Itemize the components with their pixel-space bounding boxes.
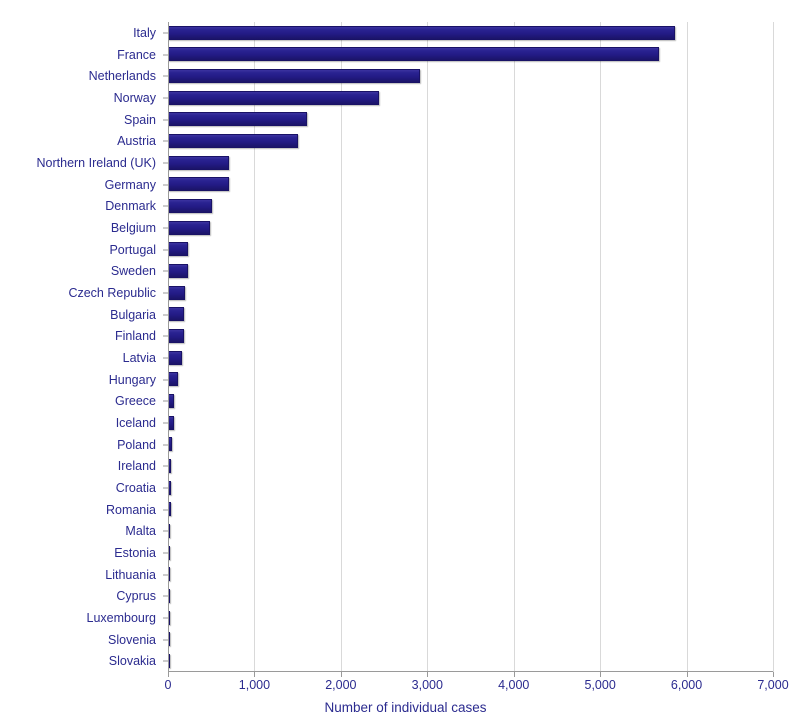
y-axis-tick-label: Greece	[115, 394, 156, 409]
y-axis-tick-label: Slovakia	[108, 654, 156, 669]
y-axis-tick-label: Sweden	[110, 264, 156, 279]
y-axis-tick-label: Estonia	[114, 545, 156, 560]
x-axis-tick-label: 3,000	[411, 678, 443, 692]
y-axis-tick-label: Lithuania	[105, 567, 156, 582]
y-axis-tick-label: Spain	[124, 112, 156, 127]
y-axis-tick-label: Northern Ireland (UK)	[36, 155, 156, 170]
y-axis-tick-label: Poland	[117, 437, 156, 452]
x-axis-tick-label: 1,000	[238, 678, 271, 692]
x-axis-tick-label: 4,000	[498, 678, 530, 692]
plot-frame	[168, 22, 773, 672]
x-axis-tick	[427, 672, 428, 677]
y-axis-labels	[0, 22, 162, 672]
y-axis-tick-label: Germany	[104, 177, 156, 192]
x-axis-title: Number of individual cases	[324, 700, 487, 715]
y-axis-tick-label: Czech Republic	[68, 285, 156, 300]
y-axis-tick-label: Romania	[105, 502, 156, 517]
y-axis-tick-label: Slovenia	[108, 632, 156, 647]
y-axis-tick-label: France	[117, 47, 156, 62]
y-axis-tick-label: Latvia	[122, 350, 156, 365]
plot-area	[168, 22, 773, 672]
x-axis-tick	[687, 672, 688, 677]
y-axis-tick-label: Austria	[117, 134, 156, 149]
y-axis-tick-label: Finland	[115, 329, 156, 344]
gridline	[773, 22, 774, 672]
x-axis-labels	[164, 672, 789, 696]
y-axis-tick-label: Belgium	[110, 220, 156, 235]
x-axis-tick-label: 6,000	[670, 678, 703, 692]
x-axis-tick	[773, 672, 774, 677]
x-axis-tick-label: 7,000	[757, 678, 789, 692]
x-axis-tick-label: 5,000	[584, 678, 616, 692]
x-axis-tick-label: 2,000	[325, 678, 357, 692]
y-axis-tick-label: Bulgaria	[110, 307, 156, 322]
y-axis-tick-label: Luxembourg	[86, 610, 156, 625]
y-axis-tick-label: Portugal	[109, 242, 156, 257]
y-axis-tick-label: Ireland	[117, 459, 156, 474]
y-axis-tick-label: Croatia	[115, 480, 156, 495]
x-axis-tick	[341, 672, 342, 677]
y-axis-tick-label: Italy	[133, 25, 156, 40]
y-axis-tick-label: Malta	[125, 524, 156, 539]
y-axis-tick-label: Hungary	[108, 372, 156, 387]
x-axis-tick	[254, 672, 255, 677]
y-axis-tick-label: Norway	[113, 90, 156, 105]
y-axis-tick-label: Denmark	[105, 199, 156, 214]
y-axis-tick-label: Iceland	[115, 415, 156, 430]
y-axis-tick-label: Cyprus	[116, 589, 156, 604]
x-axis-tick-label: 0	[164, 678, 172, 692]
x-axis-tick	[168, 672, 169, 677]
y-axis-tick-label: Netherlands	[88, 69, 156, 84]
x-axis-tick	[514, 672, 515, 677]
x-axis-tick	[600, 672, 601, 677]
